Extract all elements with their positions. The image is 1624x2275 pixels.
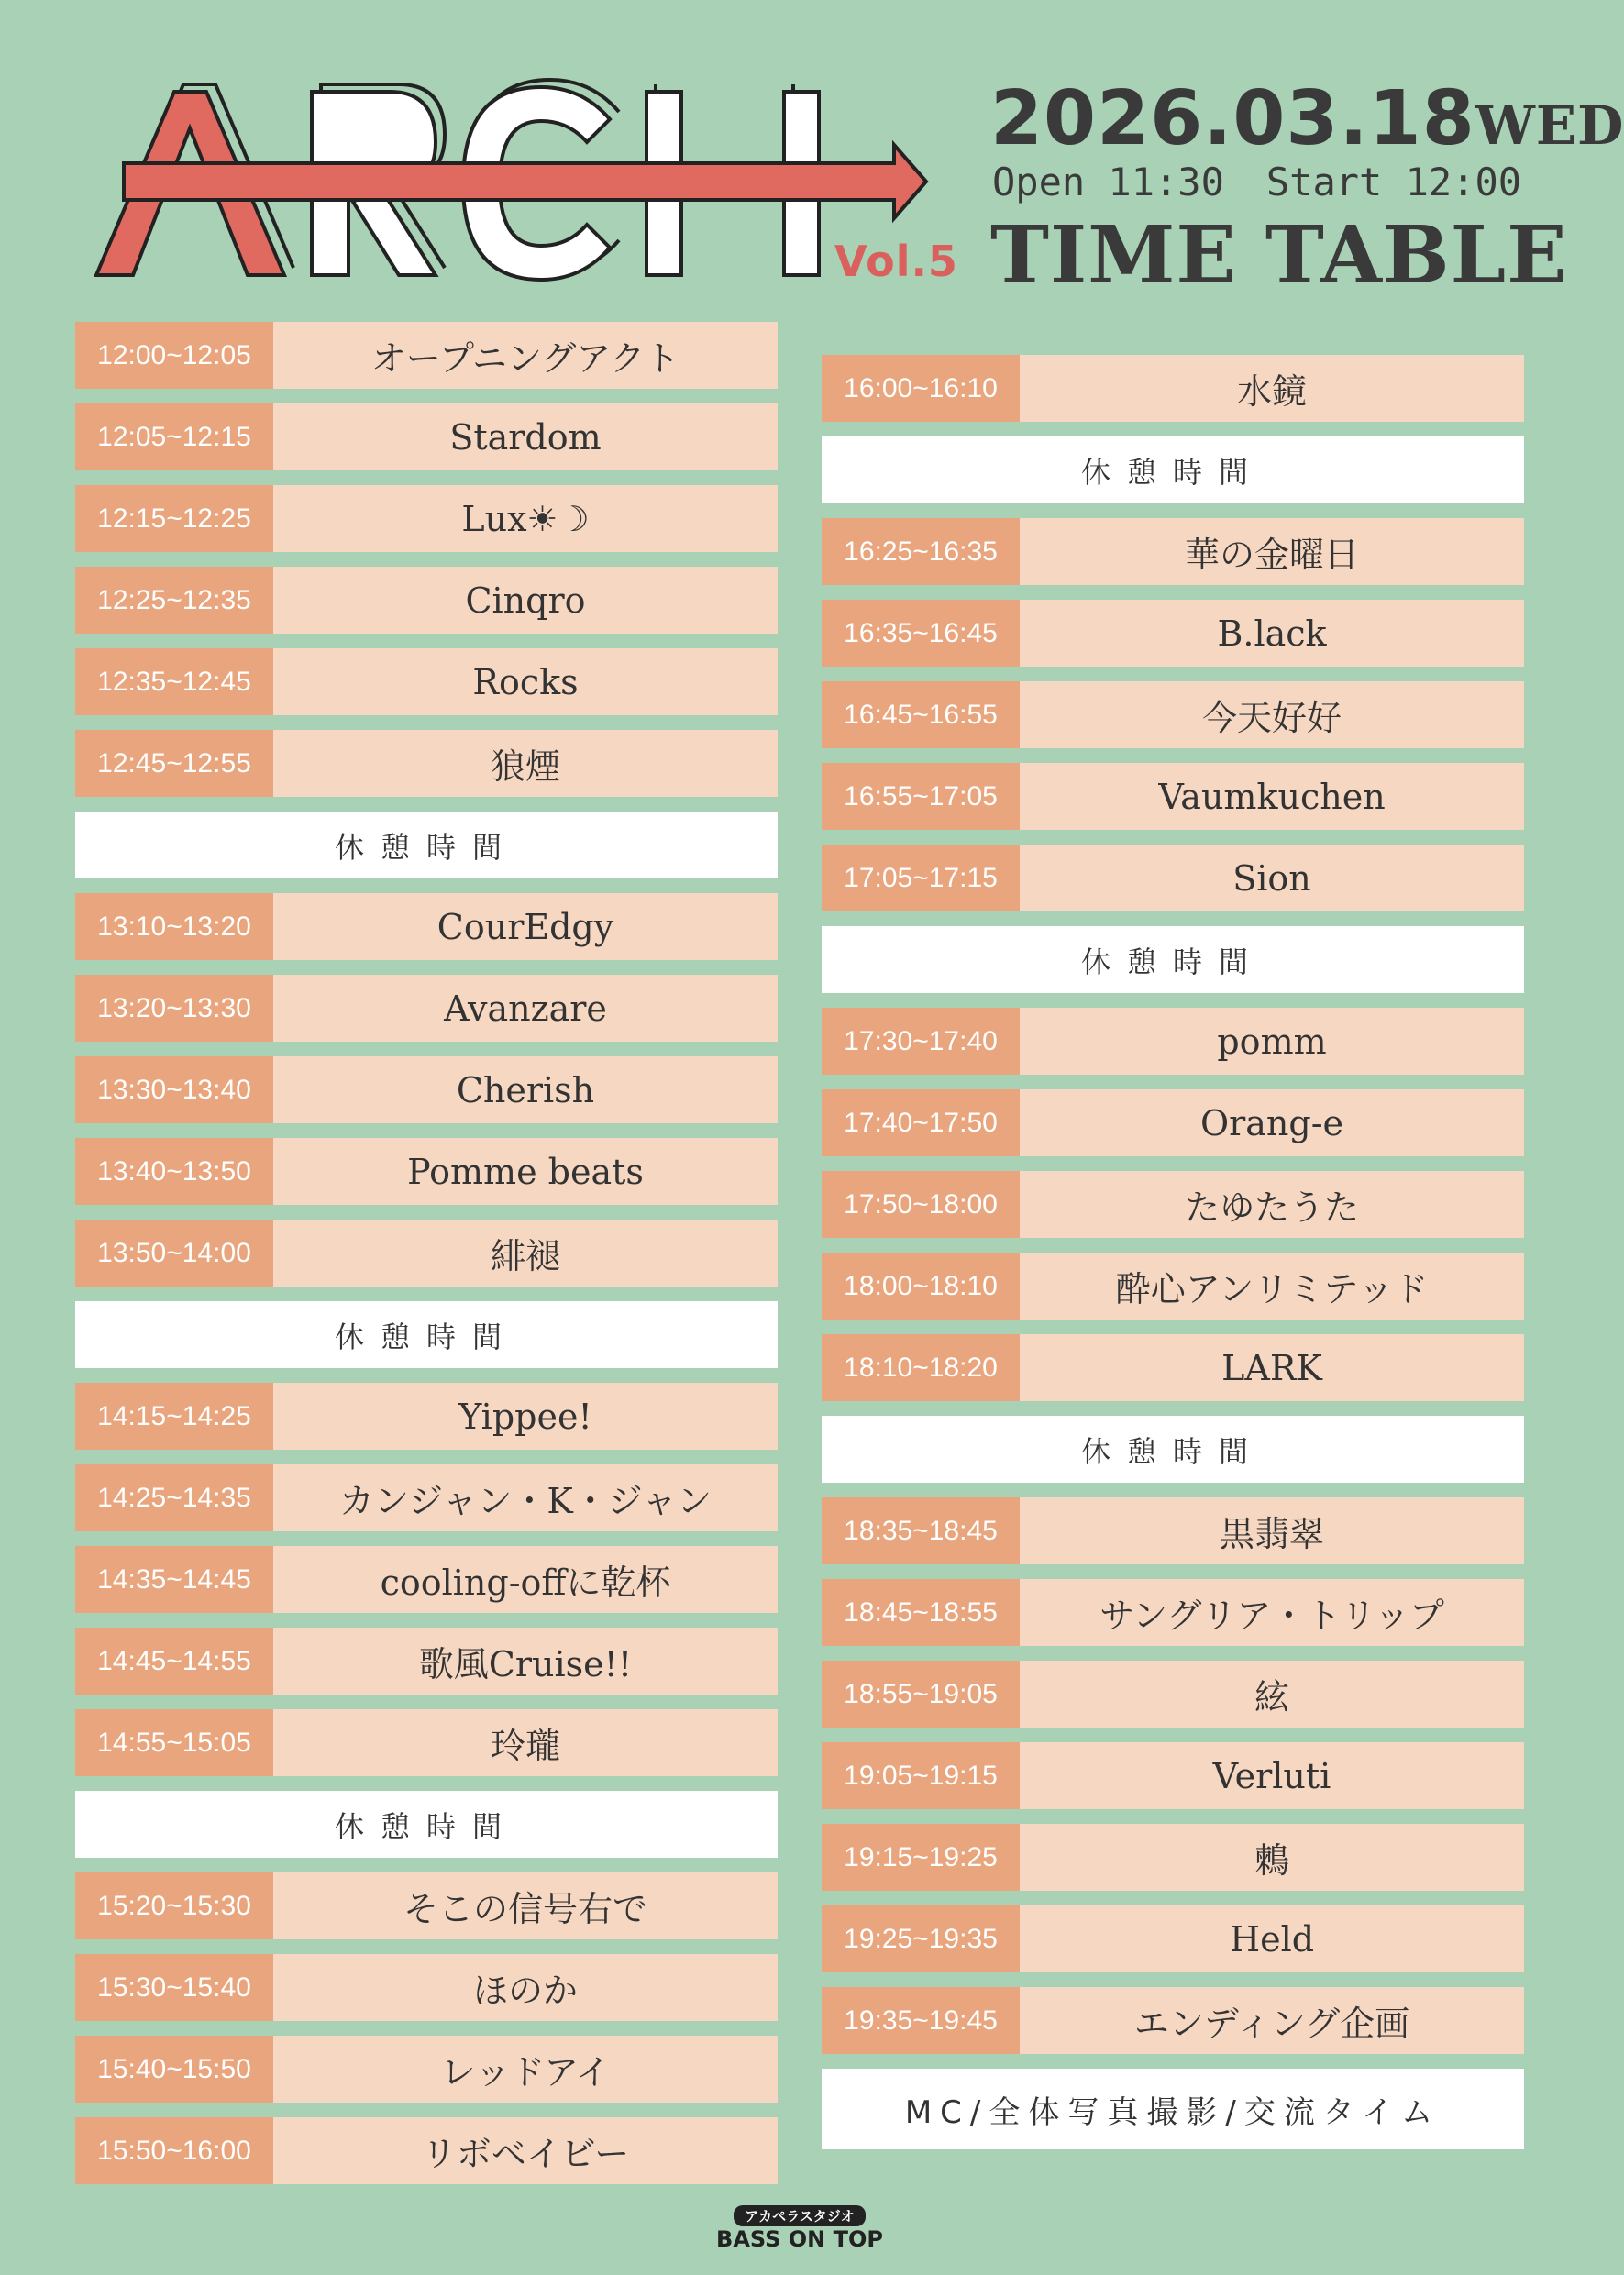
act-time: 13:20~13:30 xyxy=(75,975,273,1042)
act-time: 16:55~17:05 xyxy=(822,763,1020,830)
timetable-left-column xyxy=(75,322,778,2199)
act-row xyxy=(75,1954,778,2021)
act-name: 絃 xyxy=(1020,1661,1524,1728)
act-name: 緋褪 xyxy=(273,1220,778,1287)
act-time: 16:25~16:35 xyxy=(822,518,1020,585)
act-time: 14:15~14:25 xyxy=(75,1383,273,1450)
act-time: 12:00~12:05 xyxy=(75,322,273,389)
act-name: Yippee! xyxy=(273,1383,778,1450)
act-row xyxy=(75,322,778,389)
act-row xyxy=(75,1056,778,1123)
act-time: 15:20~15:30 xyxy=(75,1872,273,1939)
act-time: 17:40~17:50 xyxy=(822,1089,1020,1156)
act-time: 12:45~12:55 xyxy=(75,730,273,797)
act-name: CourEdgy xyxy=(273,893,778,960)
act-name: 玲瓏 xyxy=(273,1709,778,1776)
act-time: 18:55~19:05 xyxy=(822,1661,1020,1728)
act-name: エンディング企画 xyxy=(1020,1987,1524,2054)
act-row xyxy=(822,1824,1524,1891)
act-row xyxy=(75,485,778,552)
break-row: 休憩時間 xyxy=(822,926,1524,993)
act-time: 18:35~18:45 xyxy=(822,1497,1020,1564)
act-time: 16:45~16:55 xyxy=(822,681,1020,748)
act-row xyxy=(822,1497,1524,1564)
page-title: TIME TABLE xyxy=(990,209,1568,302)
act-row xyxy=(822,1089,1524,1156)
act-row xyxy=(75,567,778,634)
act-name: Orang-e xyxy=(1020,1089,1524,1156)
closing-row: MC/全体写真撮影/交流タイム xyxy=(822,2069,1524,2149)
act-time: 19:25~19:35 xyxy=(822,1905,1020,1972)
act-time: 17:50~18:00 xyxy=(822,1171,1020,1238)
act-name: cooling-offに乾杯 xyxy=(273,1546,778,1613)
act-name: たゆたうた xyxy=(1020,1171,1524,1238)
act-row xyxy=(75,1220,778,1287)
act-row xyxy=(822,1987,1524,2054)
act-time: 15:30~15:40 xyxy=(75,1954,273,2021)
act-row xyxy=(822,518,1524,585)
venue-logo-brand: BASS ON TOP xyxy=(716,2226,883,2252)
act-name: Rocks xyxy=(273,648,778,715)
break-row: 休憩時間 xyxy=(75,1301,778,1368)
act-name: カンジャン・K・ジャン xyxy=(273,1464,778,1531)
act-time: 13:30~13:40 xyxy=(75,1056,273,1123)
act-row xyxy=(822,1742,1524,1809)
act-name: B.lack xyxy=(1020,600,1524,667)
act-row xyxy=(75,730,778,797)
act-row xyxy=(75,2036,778,2103)
act-row xyxy=(822,1579,1524,1646)
act-time: 15:40~15:50 xyxy=(75,2036,273,2103)
act-name: Lux☀☽ xyxy=(273,485,778,552)
act-row xyxy=(75,893,778,960)
timetable-right-column xyxy=(822,355,1524,2164)
act-row xyxy=(75,1709,778,1776)
act-name: Avanzare xyxy=(273,975,778,1042)
act-time: 19:05~19:15 xyxy=(822,1742,1020,1809)
act-row xyxy=(75,1546,778,1613)
act-row xyxy=(822,681,1524,748)
act-name: pomm xyxy=(1020,1008,1524,1075)
act-name: 歌風Cruise!! xyxy=(273,1628,778,1695)
act-row xyxy=(822,1171,1524,1238)
act-row xyxy=(822,1334,1524,1401)
act-row xyxy=(75,1628,778,1695)
act-row xyxy=(822,845,1524,911)
act-row xyxy=(75,1464,778,1531)
act-name: レッドアイ xyxy=(273,2036,778,2103)
act-row xyxy=(822,1253,1524,1320)
act-name: 華の金曜日 xyxy=(1020,518,1524,585)
act-time: 13:40~13:50 xyxy=(75,1138,273,1205)
act-name: リボベイビー xyxy=(273,2117,778,2184)
act-name: 水鏡 xyxy=(1020,355,1524,422)
act-name: Held xyxy=(1020,1905,1524,1972)
volume-label: Vol.5 xyxy=(834,237,958,286)
act-time: 12:05~12:15 xyxy=(75,403,273,470)
act-row xyxy=(822,600,1524,667)
act-time: 18:10~18:20 xyxy=(822,1334,1020,1401)
act-time: 17:05~17:15 xyxy=(822,845,1020,911)
act-name: LARK xyxy=(1020,1334,1524,1401)
venue-logo-subtitle: アカペラスタジオ xyxy=(734,2205,865,2226)
act-time: 14:35~14:45 xyxy=(75,1546,273,1613)
date-value: 2026.03.18 xyxy=(990,75,1475,162)
act-row xyxy=(75,2117,778,2184)
act-name: ほのか xyxy=(273,1954,778,2021)
act-row xyxy=(75,1138,778,1205)
act-time: 13:10~13:20 xyxy=(75,893,273,960)
act-name: Vaumkuchen xyxy=(1020,763,1524,830)
open-time: Open 11:30 xyxy=(992,160,1224,204)
act-time: 19:15~19:25 xyxy=(822,1824,1020,1891)
act-time: 18:00~18:10 xyxy=(822,1253,1020,1320)
act-row xyxy=(75,1872,778,1939)
act-row xyxy=(75,975,778,1042)
act-name: そこの信号右で xyxy=(273,1872,778,1939)
act-row xyxy=(822,763,1524,830)
act-name: Sion xyxy=(1020,845,1524,911)
act-name: Cherish xyxy=(273,1056,778,1123)
break-row: 休憩時間 xyxy=(822,436,1524,503)
act-name: オープニングアクト xyxy=(273,322,778,389)
act-row xyxy=(75,1383,778,1450)
act-time: 12:35~12:45 xyxy=(75,648,273,715)
act-row xyxy=(822,1661,1524,1728)
act-name: Stardom xyxy=(273,403,778,470)
event-date xyxy=(990,75,1624,162)
act-time: 12:25~12:35 xyxy=(75,567,273,634)
act-time: 16:00~16:10 xyxy=(822,355,1020,422)
act-time: 16:35~16:45 xyxy=(822,600,1020,667)
act-name: Pomme beats xyxy=(273,1138,778,1205)
act-time: 18:45~18:55 xyxy=(822,1579,1020,1646)
act-time: 14:25~14:35 xyxy=(75,1464,273,1531)
act-time: 19:35~19:45 xyxy=(822,1987,1020,2054)
act-name: 黒翡翠 xyxy=(1020,1497,1524,1564)
act-name: 狼煙 xyxy=(273,730,778,797)
act-name: Verluti xyxy=(1020,1742,1524,1809)
act-time: 14:45~14:55 xyxy=(75,1628,273,1695)
act-time: 14:55~15:05 xyxy=(75,1709,273,1776)
act-row xyxy=(822,355,1524,422)
weekday: WED xyxy=(1475,94,1624,157)
act-row xyxy=(75,648,778,715)
act-name: Cinqro xyxy=(273,567,778,634)
start-time: Start 12:00 xyxy=(1265,160,1522,204)
act-time: 17:30~17:40 xyxy=(822,1008,1020,1075)
act-row xyxy=(822,1905,1524,1972)
act-time: 13:50~14:00 xyxy=(75,1220,273,1287)
act-time: 12:15~12:25 xyxy=(75,485,273,552)
act-time: 15:50~16:00 xyxy=(75,2117,273,2184)
act-name: 今天好好 xyxy=(1020,681,1524,748)
act-name: サングリア・トリップ xyxy=(1020,1579,1524,1646)
venue-logo xyxy=(715,2205,884,2252)
act-row xyxy=(75,403,778,470)
break-row: 休憩時間 xyxy=(75,1791,778,1858)
break-row: 休憩時間 xyxy=(75,812,778,878)
break-row: 休憩時間 xyxy=(822,1416,1524,1483)
act-name: 鶫 xyxy=(1020,1824,1524,1891)
act-name: 酔心アンリミテッド xyxy=(1020,1253,1524,1320)
act-row xyxy=(822,1008,1524,1075)
open-start-times xyxy=(992,160,1563,204)
